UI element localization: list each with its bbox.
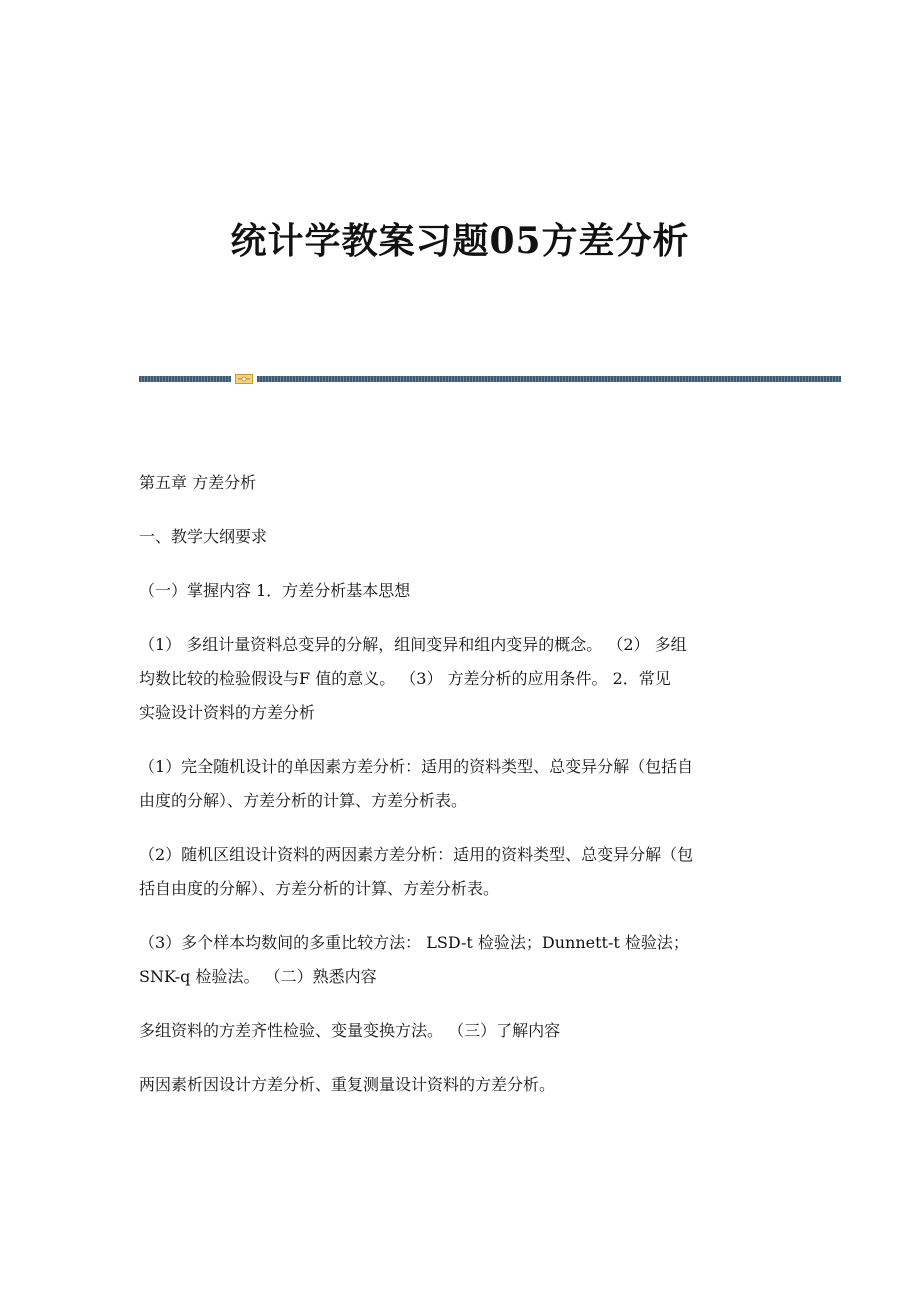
section-heading: [139, 520, 789, 554]
text-line: SNK-q 检验法。 （二）熟悉内容: [139, 967, 377, 986]
text-line: 两因素析因设计方差分析、重复测量设计资料的方差分析。: [139, 1075, 556, 1094]
text-line: 由度的分解）、方差分析的计算、方差分析表。: [139, 791, 468, 810]
text-line: （一）掌握内容 1．方差分析基本思想: [139, 581, 411, 600]
divider-bar-left: [139, 376, 231, 382]
body-paragraph: [139, 628, 789, 730]
body-paragraph: [139, 1068, 789, 1102]
body-paragraph: [139, 750, 789, 818]
text-line: 第五章 方差分析: [139, 473, 257, 492]
divider-bar-right: [257, 376, 841, 382]
body-paragraph: [139, 838, 789, 906]
document-body: [139, 466, 789, 1122]
divider-ornament-icon: [235, 374, 253, 384]
title-divider: [139, 374, 841, 384]
text-line: 一、教学大纲要求: [139, 527, 268, 546]
subsection-heading: [139, 574, 789, 608]
text-line: 均数比较的检验假设与F 值的意义。 （3） 方差分析的应用条件。 2．常见: [139, 669, 671, 688]
text-line: 多组资料的方差齐性检验、变量变换方法。 （三）了解内容: [139, 1021, 561, 1040]
text-line: （3）多个样本均数间的多重比较方法： LSD-t 检验法；Dunnett-t 检验法；: [139, 933, 689, 952]
body-paragraph: [139, 926, 789, 994]
text-line: 实验设计资料的方差分析: [139, 703, 316, 722]
text-line: 括自由度的分解）、方差分析的计算、方差分析表。: [139, 879, 500, 898]
text-line: （2）随机区组设计资料的两因素方差分析：适用的资料类型、总变异分解（包: [139, 845, 694, 864]
body-paragraph: [139, 1014, 789, 1048]
document-title: 统计学教案习题05方差分析: [230, 220, 690, 262]
text-line: （1）完全随机设计的单因素方差分析：适用的资料类型、总变异分解（包括自: [139, 757, 694, 776]
chapter-heading: [139, 466, 789, 500]
text-line: （1） 多组计量资料总变异的分解，组间变异和组内变异的概念。 （2） 多组: [139, 635, 687, 654]
